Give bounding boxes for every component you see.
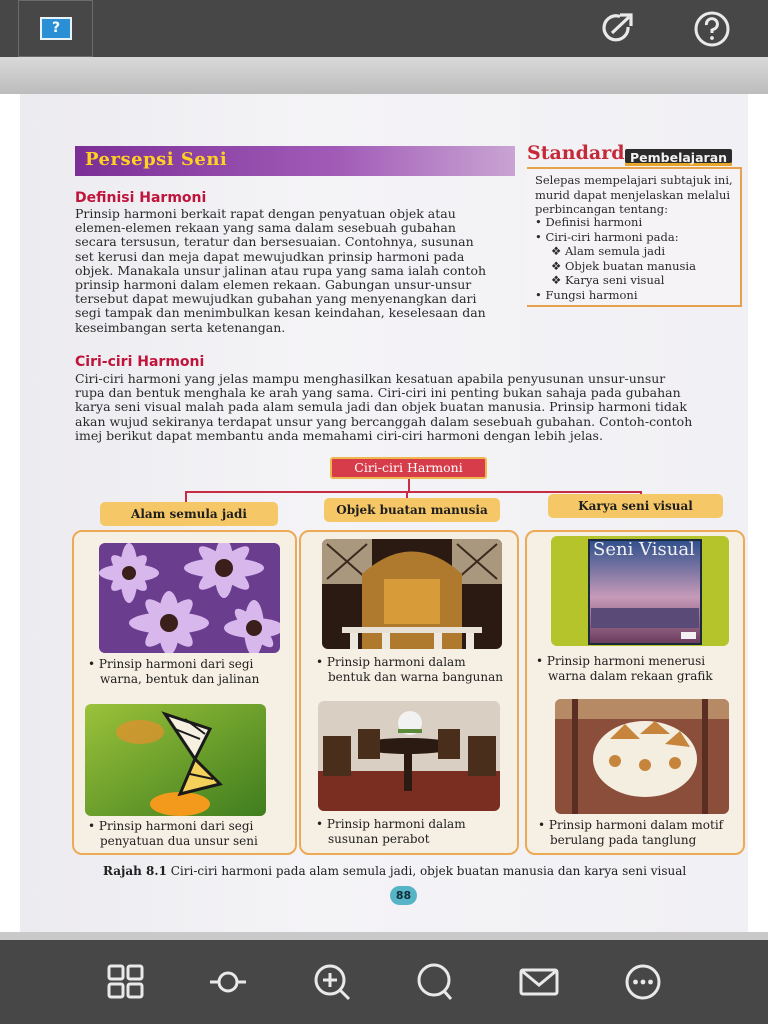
text-line: karya seni visual malah pada alam semula jadi dan objek buatan manusia. Prinsip harmoni tidak (75, 399, 687, 415)
caption-line: • Prinsip harmoni menerusi (536, 654, 706, 668)
text-line: murid dapat menjelaskan melalui (535, 187, 731, 202)
caption-line: • Prinsip harmoni dalam motif (538, 818, 724, 832)
standard-intro (535, 173, 745, 217)
standard-list (535, 215, 745, 303)
caption-karya-2 (538, 818, 723, 848)
top-toolbar (0, 0, 768, 57)
photo-viewport[interactable] (0, 94, 768, 932)
text-line: segi tampak dan menimbulkan kesan keindahan, keselesaan dan (75, 305, 486, 321)
text-line: elemen-elemen rekaan yang sama dalam sesebuah gubahan (75, 220, 456, 236)
ciri-paragraph (75, 372, 755, 443)
lantern-photo (555, 699, 729, 814)
more-icon[interactable] (623, 962, 663, 1002)
list-item: • Fungsi harmoni (535, 287, 638, 302)
standard-title: Standard (527, 142, 625, 164)
caption-line: warna dalam rekaan grafik (548, 669, 713, 683)
caption-karya-1 (536, 654, 713, 684)
caption-line: penyatuan dua unsur seni (100, 834, 258, 848)
list-item: • Ciri-ciri harmoni pada: (535, 229, 679, 244)
caption-line: • Prinsip harmoni dalam (316, 655, 466, 669)
text-line: keseimbangan serta ketenangan. (75, 319, 286, 335)
zoom-in-icon[interactable] (312, 962, 352, 1002)
standard-subtitle: Pembelajaran (625, 149, 732, 166)
grid-view-icon[interactable] (106, 962, 146, 1002)
caption-line: warna, bentuk dan jalinan (100, 672, 260, 686)
caption-line: • Prinsip harmoni dari segi (88, 819, 254, 833)
caption-line: berulang pada tanglung (550, 833, 697, 847)
photo-right-margin (748, 94, 768, 932)
butterfly-photo (85, 704, 266, 816)
page-number-badge: 88 (390, 886, 417, 905)
textbook-page (20, 94, 748, 932)
banner-title: Persepsi Seni (85, 149, 228, 170)
text-line: Prinsip harmoni berkait rapat dengan penyatuan objek atau (75, 206, 456, 221)
caption-line: • Prinsip harmoni dalam (316, 817, 466, 831)
location-pin-icon[interactable] (208, 962, 248, 1002)
text-line: prinsip harmoni dalam elemen rekaan. Gabungan unsur-unsur (75, 277, 472, 293)
mail-icon[interactable] (519, 962, 559, 1002)
figure-label: Rajah 8.1 (103, 864, 167, 878)
connector-line (185, 491, 641, 493)
caption-objek-1 (316, 655, 503, 685)
text-line: akan wujud sekiranya terdapat unsur yang bercanggah dalam sesebuah gubahan. Contoh-contoh (75, 413, 693, 429)
figure-text: Ciri-ciri harmoni pada alam semula jadi, objek buatan manusia dan karya seni visual (166, 864, 687, 878)
help-badge-icon: ? (40, 17, 72, 40)
section-banner (75, 146, 515, 176)
search-icon[interactable] (414, 962, 454, 1002)
category-karya: Karya seni visual (548, 494, 723, 518)
category-alam: Alam semula jadi (100, 502, 278, 526)
text-line: imej berikut dapat membantu anda memahami ciri-ciri harmoni dengan lebih jelas. (75, 427, 603, 443)
standard-box (527, 167, 742, 307)
share-icon[interactable] (598, 10, 638, 48)
text-line: secara tersusun, teratur dan bersesuaian. Contohnya, susunan (75, 234, 474, 250)
text-line: Ciri-ciri harmoni yang jelas mampu menghasilkan kesatuan apabila penyusunan unsur-unsur (75, 371, 666, 386)
furniture-photo (318, 701, 500, 811)
photo-background-top (0, 57, 768, 94)
caption-line: bentuk dan warna bangunan (328, 670, 503, 684)
help-badge-button[interactable] (18, 0, 93, 57)
caption-alam-2 (88, 819, 258, 849)
definisi-paragraph (75, 207, 515, 335)
text-line: objek. Manakala unsur jalinan atau rupa yang sama ialah contoh (75, 262, 487, 278)
caption-alam-1 (88, 657, 259, 687)
definisi-heading: Definisi Harmoni (75, 190, 207, 206)
flowers-photo (99, 543, 280, 653)
ciri-heading: Ciri-ciri Harmoni (75, 354, 205, 370)
building-photo (322, 539, 502, 649)
text-line: perbincangan tentang: (535, 202, 669, 216)
caption-line: • Prinsip harmoni dari segi (88, 657, 254, 671)
list-item: ❖ Karya seni visual (551, 273, 665, 288)
photo-background-bottom (0, 932, 768, 940)
photo-left-margin (0, 94, 20, 932)
caption-line: susunan perabot (328, 832, 430, 846)
list-item: • Definisi harmoni (535, 215, 643, 229)
diagram-root-node: Ciri-ciri Harmoni (330, 457, 487, 479)
figure-caption (103, 864, 686, 878)
category-objek: Objek buatan manusia (324, 498, 500, 522)
text-line: tersebut dapat mewujudkan gubahan yang menyenangkan dari (75, 291, 477, 307)
list-item: ❖ Alam semula jadi (551, 244, 666, 259)
text-line: Selepas mempelajari subtajuk ini, (535, 173, 733, 187)
text-line: rupa dan bentuk menghala ke arah yang sama. Ciri-ciri ini penting bukan sahaja pada gubahan (75, 385, 681, 401)
magazine-title: Seni Visual (593, 539, 695, 560)
caption-objek-2 (316, 817, 466, 847)
text-line: set kerusi dan meja dapat mewujudkan prinsip harmoni pada (75, 248, 465, 264)
help-circle-icon[interactable] (692, 10, 732, 48)
list-item: ❖ Objek buatan manusia (551, 258, 696, 273)
bottom-toolbar (0, 940, 768, 1024)
